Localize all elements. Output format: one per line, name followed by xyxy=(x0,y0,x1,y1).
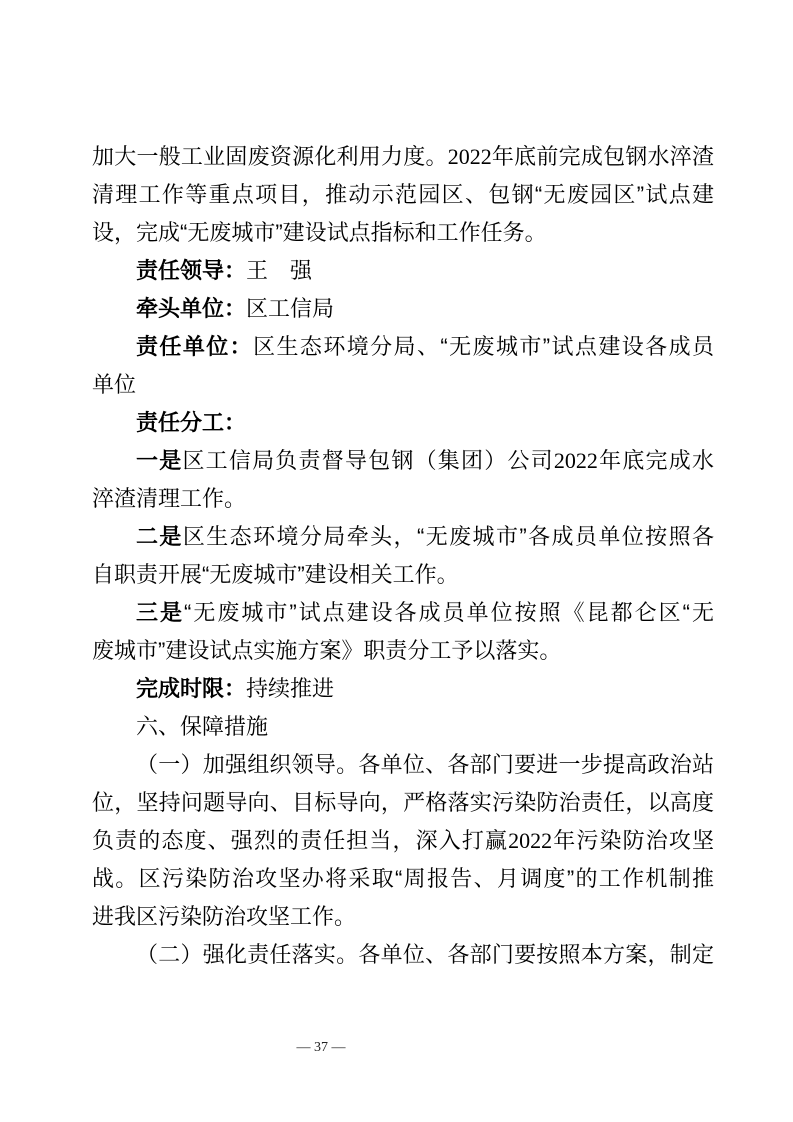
text-line xyxy=(92,860,714,898)
text-line xyxy=(92,594,714,632)
text-run: 设，完成“无废城市”建设试点指标和工作任务。 xyxy=(92,220,547,245)
text-run: （二）强化责任落实。各单位、各部门要按照本方案，制定 xyxy=(136,942,714,967)
bold-label-run: 责任单位： xyxy=(136,334,254,359)
page-content xyxy=(92,138,714,974)
text-run: 自职责开展“无废城市”建设相关工作。 xyxy=(92,562,459,587)
text-line xyxy=(92,670,714,708)
text-run: 加大一般工业固废资源化利用力度。 xyxy=(92,144,448,169)
bold-label-run: 牵头单位： xyxy=(136,296,247,321)
text-line xyxy=(92,518,714,556)
text-run: 六、保障措施 xyxy=(136,714,269,739)
text-line xyxy=(92,708,714,746)
text-line xyxy=(92,936,714,974)
bold-label-run: 完成时限： xyxy=(136,676,247,701)
bold-label-run: 一是 xyxy=(136,448,183,473)
text-run: 年底完成水 xyxy=(597,448,714,473)
text-run: 进我区污染防治攻坚工作。 xyxy=(92,904,357,929)
page-number: — 37 — xyxy=(296,1040,346,1055)
text-run: 淬渣清理工作。 xyxy=(92,486,247,511)
text-line xyxy=(92,252,714,290)
text-line xyxy=(92,442,714,480)
text-run: （一）加强组织领导。各单位、各部门要进一步提高政治站 xyxy=(136,752,714,777)
text-run: 王 强 xyxy=(246,258,313,283)
text-run: 负责的态度、强烈的责任担当，深入打赢 xyxy=(92,828,509,853)
text-line xyxy=(92,290,714,328)
text-line xyxy=(92,632,714,670)
text-line xyxy=(92,556,714,594)
text-run: 区生态环境分局、“无废城市”试点建设各成员 xyxy=(253,334,714,359)
text-line xyxy=(92,822,714,860)
text-line xyxy=(92,214,714,252)
text-line xyxy=(92,784,714,822)
text-run: 区工信局负责督导包钢（集团）公司 xyxy=(182,448,554,473)
text-line xyxy=(92,404,714,442)
number-run: 2022 xyxy=(553,448,598,473)
text-line xyxy=(92,746,714,784)
text-run: 年污染防治攻坚 xyxy=(552,828,714,853)
text-run: 清理工作等重点项目，推动示范园区、包钢“无废园区”试点建 xyxy=(92,182,714,207)
text-line xyxy=(92,176,714,214)
text-line xyxy=(92,366,714,404)
text-run: “无废城市”试点建设各成员单位按照《昆都仑区“无 xyxy=(184,600,714,625)
number-run: 2022 xyxy=(447,144,492,169)
text-line xyxy=(92,480,714,518)
text-line xyxy=(92,138,714,176)
bold-label-run: 责任领导： xyxy=(136,258,247,283)
bold-label-run: 责任分工： xyxy=(136,410,247,435)
text-run: 战。区污染防治攻坚办将采取“周报告、月调度”的工作机制推 xyxy=(92,866,714,891)
text-line xyxy=(92,328,714,366)
text-line xyxy=(92,898,714,936)
number-run: 2022 xyxy=(508,828,553,853)
text-run: 年底前完成包钢水淬渣 xyxy=(491,144,714,169)
text-run: 废城市”建设试点实施方案》职责分工予以落实。 xyxy=(92,638,562,663)
text-run: 区工信局 xyxy=(246,296,335,321)
bold-label-run: 二是 xyxy=(136,524,183,549)
text-run: 单位 xyxy=(92,372,137,397)
text-run: 持续推进 xyxy=(246,676,335,701)
text-run: 位，坚持问题导向、目标导向，严格落实污染防治责任，以高度 xyxy=(92,790,714,815)
text-run: 区生态环境分局牵头，“无废城市”各成员单位按照各 xyxy=(182,524,714,549)
bold-label-run: 三是 xyxy=(136,600,185,625)
